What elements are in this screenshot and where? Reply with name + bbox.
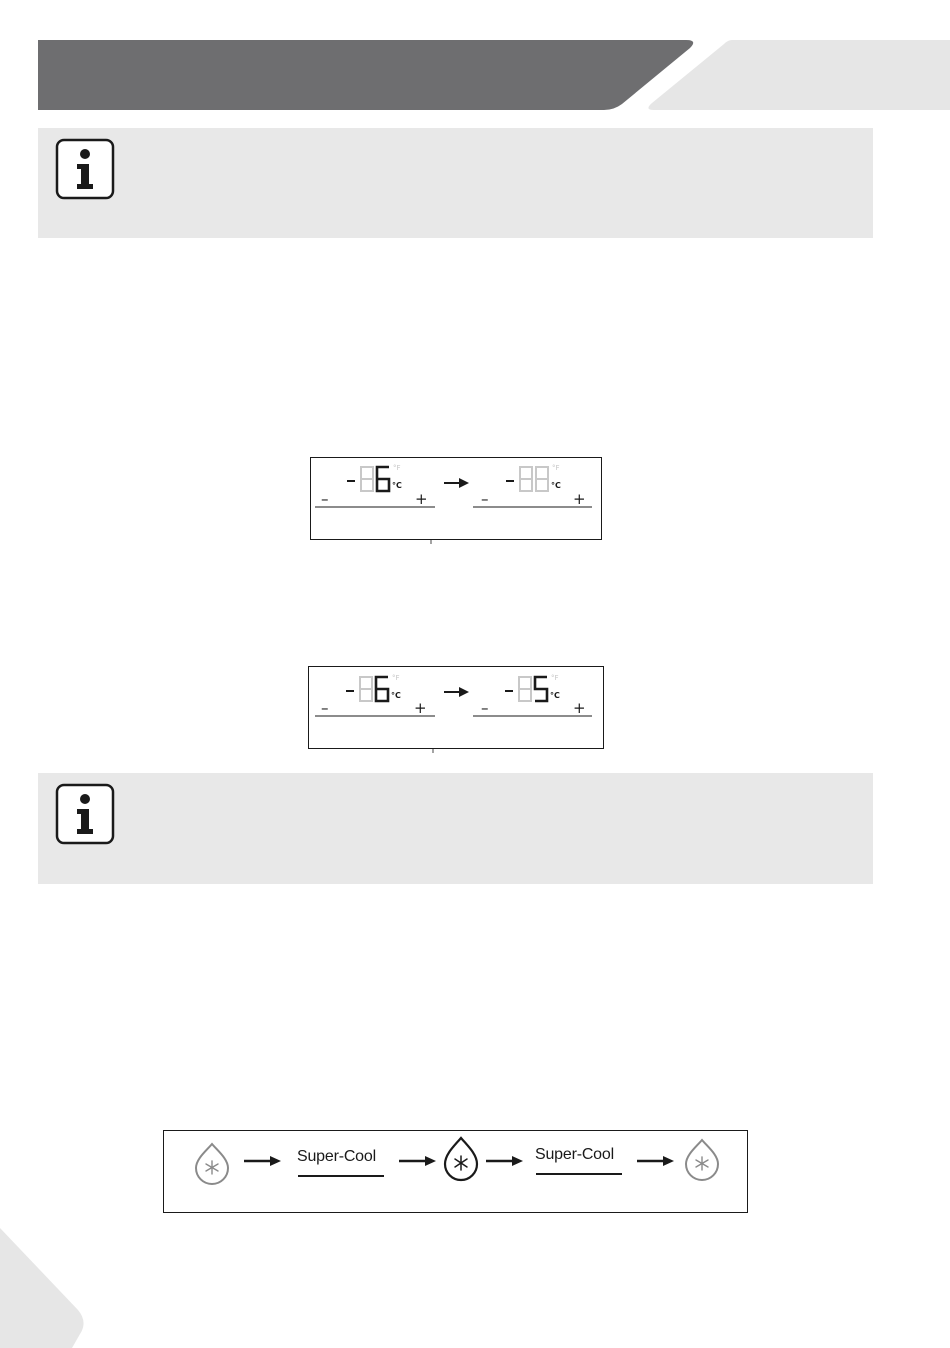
arrow-icon: [444, 478, 469, 488]
arrow-icon: [399, 1155, 437, 1167]
fresh-drop-icon-active: [442, 1135, 480, 1181]
arrow-icon: [486, 1155, 524, 1167]
minus-symbol: –: [481, 699, 489, 717]
minus-symbol: –: [481, 490, 489, 508]
arrow-icon: [444, 687, 469, 697]
svg-text:°C: °C: [392, 481, 402, 490]
plus-symbol: +: [573, 699, 586, 717]
lcd-display-to: [506, 464, 561, 491]
lcd-digit-on: [535, 677, 547, 701]
super-cool-underline: [298, 1175, 384, 1177]
header-band: [0, 0, 950, 112]
svg-text:°F: °F: [551, 674, 559, 682]
plus-symbol: +: [573, 490, 586, 508]
info-box-1: [38, 128, 873, 238]
info-box-2: [38, 773, 873, 884]
fresh-drop-icon: [192, 1141, 232, 1185]
svg-text:°C: °C: [551, 481, 561, 490]
minus-symbol: –: [321, 490, 329, 508]
svg-text:°F: °F: [392, 674, 400, 682]
lcd-digit-on: [376, 677, 388, 701]
header-main-tab: [38, 40, 693, 110]
svg-text:°C: °C: [391, 691, 401, 700]
minus-symbol: –: [321, 699, 329, 717]
corner-tab: [0, 1228, 90, 1348]
arrow-icon: [244, 1155, 282, 1167]
header-side-tab: [648, 40, 950, 110]
lcd-panel-2: [308, 666, 604, 749]
super-cool-label: Super-Cool: [297, 1148, 376, 1165]
lcd-panel-1: [310, 457, 602, 540]
info-icon: [55, 783, 115, 845]
svg-text:°F: °F: [393, 464, 401, 472]
plus-symbol: +: [415, 490, 428, 508]
arrow-icon: [637, 1155, 675, 1167]
fresh-drop-icon: [682, 1137, 722, 1181]
info-icon: [55, 138, 115, 200]
lcd-display-from: [346, 674, 401, 701]
lcd-display-to: [505, 674, 560, 701]
super-cool-label: Super-Cool: [535, 1146, 614, 1163]
plus-symbol: +: [414, 699, 427, 717]
super-cool-underline: [536, 1173, 622, 1175]
svg-text:°F: °F: [552, 464, 560, 472]
mode-sequence-panel: [163, 1130, 748, 1213]
lcd-digit-on: [377, 467, 389, 491]
svg-text:°C: °C: [550, 691, 560, 700]
lcd-display-from: [347, 464, 402, 491]
